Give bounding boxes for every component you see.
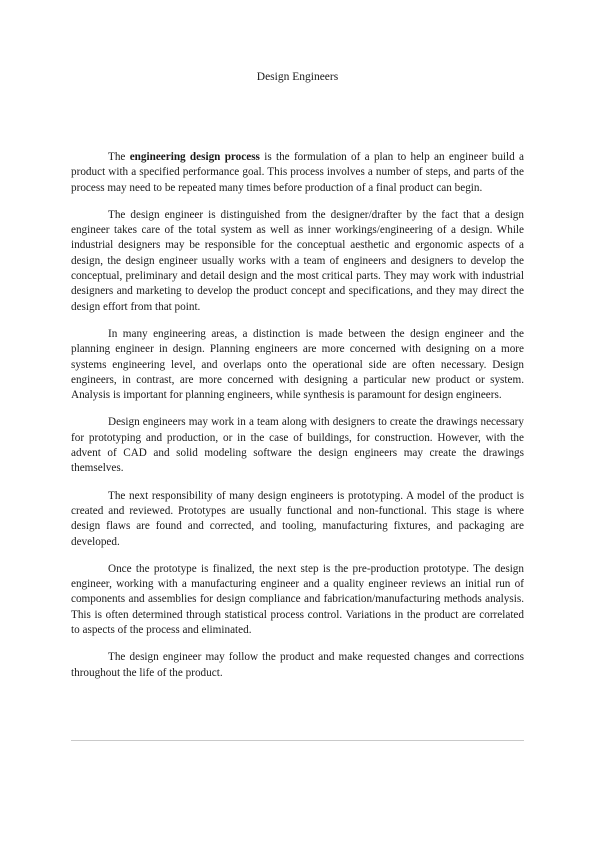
paragraph-lead: The	[108, 151, 130, 163]
bold-term: engineering design process	[129, 151, 260, 163]
document-title: Design Engineers	[256, 71, 339, 83]
paragraph-drawings: Design engineers may work in a team along with designers to create the drawings necessary for prototyping and production, or in the case of buildings, for construction. However, with the advent of CAD and solid modeling software the design engineers may create the drawings themselves.	[71, 416, 524, 475]
paragraph-engineering-design-process	[71, 150, 524, 196]
paragraph-design-engineer-role: The design engineer is distinguished from the designer/drafter by the fact that a design engineer takes care of the total system as well as inner workings/engineering of a design. While industrial designers may be responsible for the conceptual aesthetic and ergonomic aspects of a design, the design engineer usually works with a team of engineers and designers to develop the conceptual, preliminary and detail design and the most critical parts. They may work with industrial designers and marketing to develop the product concept and specifications, and they may direct the design effort from that point.	[71, 208, 524, 313]
paragraph-product-life: The design engineer may follow the product and make requested changes and corrections throughout the life of the product.	[71, 651, 524, 679]
footer-divider	[71, 740, 524, 741]
document-body	[71, 150, 524, 681]
paragraph-pre-production: Once the prototype is finalized, the next step is the pre-production prototype. The design engineer, working with a manufacturing engineer and a quality engineer reviews an initial run of components and assemblies for design compliance and fabrication/manufacturing methods analysis. This is often determined through statistical process control. Variations in the product are correlated to aspects of the process and eliminated.	[71, 562, 524, 637]
paragraph-text: is the formulation of a plan to help an engineer build a product with a specified performance goal. This process involves a number of steps, and parts of the process may need to be repeated many times before production of a final product can begin.	[71, 151, 524, 194]
paragraph-prototyping: The next responsibility of many design engineers is prototyping. A model of the product is created and reviewed. Prototypes are usually functional and non-functional. This stage is where design flaws are found and corrected, and tooling, manufacturing fixtures, and packaging are developed.	[71, 489, 524, 548]
paragraph-planning-engineer: In many engineering areas, a distinction is made between the design engineer and the planning engineer in design. Planning engineers are more concerned with designing on a more systems engineering level, and overlaps onto the operational side are often necessary. Design engineers, in contrast, are more concerned with designing a particular new product or system. Analysis is important for planning engineers, while synthesis is paramount for design engineers.	[71, 327, 524, 402]
